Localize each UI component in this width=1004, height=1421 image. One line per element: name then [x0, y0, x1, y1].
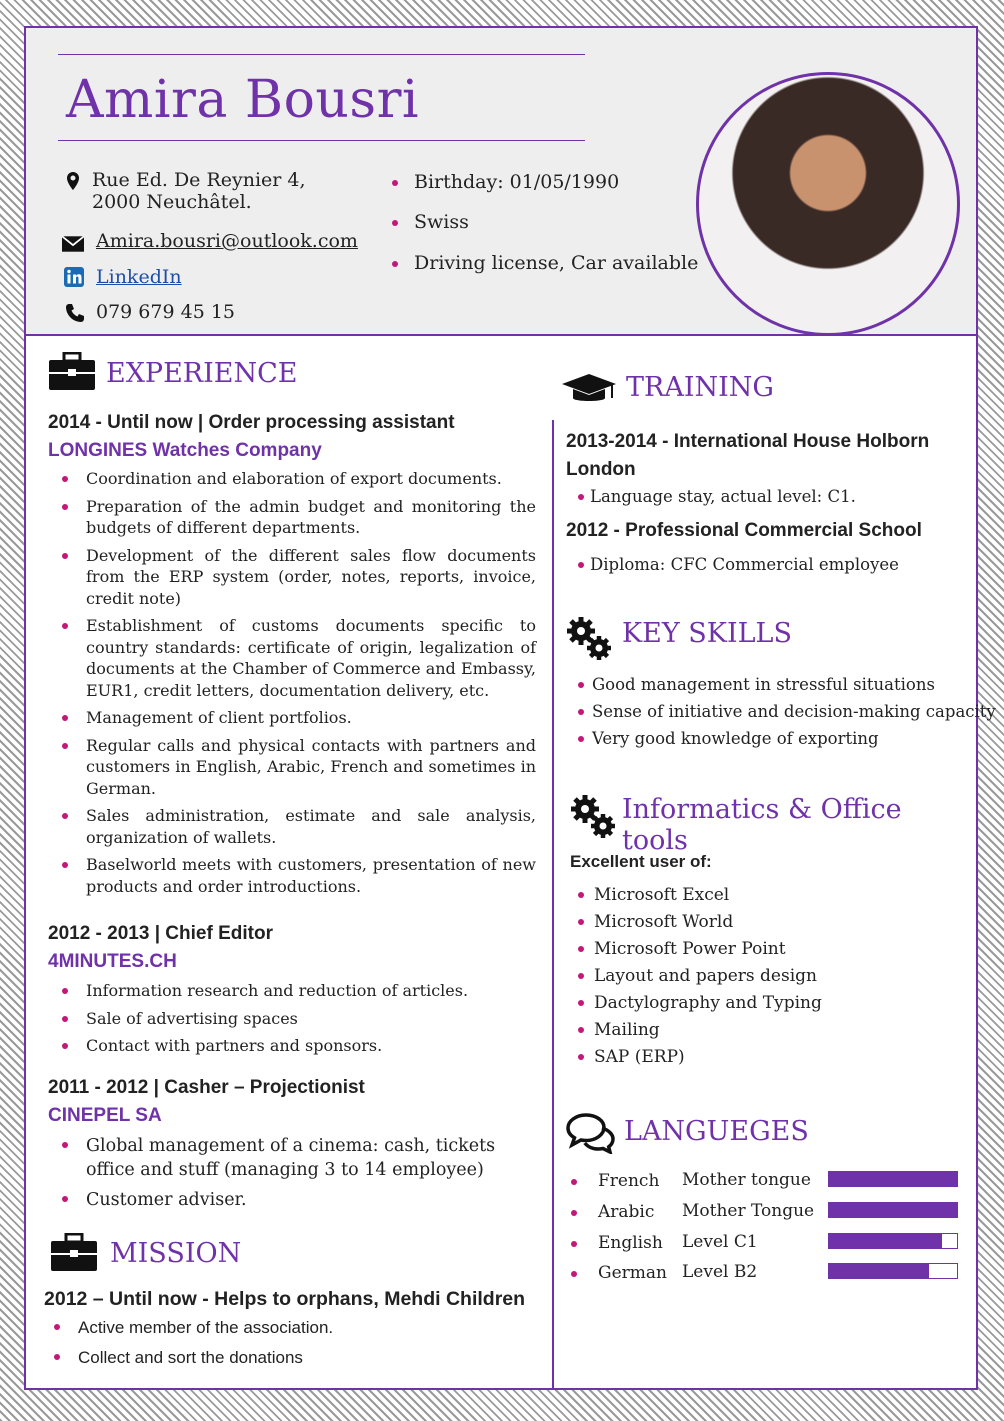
informatics-intro: Excellent user of: [570, 852, 712, 871]
phone-number: 079 679 45 15 [96, 301, 236, 323]
list-item: Dactylography and Typing [566, 992, 966, 1014]
informatics-bullets [566, 884, 966, 1068]
training-bullets [566, 554, 966, 576]
email-link[interactable]: Amira.bousri@outlook.com [96, 230, 358, 252]
languages-title: LANGUEGES [624, 1116, 809, 1147]
briefcase-icon [50, 1233, 98, 1273]
address-line-1: Rue Ed. De Reynier 4, [92, 169, 306, 191]
linkedin-icon [64, 267, 84, 287]
list-item: Language stay, actual level: C1. [566, 486, 966, 508]
job-bullets [50, 1134, 536, 1212]
proficiency-fill [829, 1172, 957, 1186]
list-item: Active member of the association. [42, 1316, 522, 1340]
address-line-2: 2000 Neuchâtel. [92, 191, 252, 213]
location-pin-icon [62, 171, 84, 191]
proficiency-bar [828, 1233, 958, 1249]
language-level: Level C1 [682, 1232, 758, 1252]
list-item: Very good knowledge of exporting [566, 728, 976, 750]
bullet-dot [571, 1241, 577, 1247]
briefcase-icon [48, 352, 96, 392]
bullet-dot [571, 1179, 577, 1185]
language-level: Mother Tongue [682, 1201, 815, 1221]
speech-bubbles-icon [566, 1112, 616, 1154]
language-name: Arabic [598, 1202, 655, 1222]
graduation-cap-icon [560, 372, 618, 408]
proficiency-bar [828, 1171, 958, 1187]
list-item: Coordination and elaboration of export documents. [50, 468, 536, 490]
fact-birthday: Birthday: 01/05/1990 [414, 171, 620, 193]
linkedin-row [96, 266, 182, 288]
language-level: Level B2 [682, 1262, 758, 1282]
gears-icon [566, 616, 614, 662]
top-rule [58, 54, 585, 55]
linkedin-link[interactable]: LinkedIn [96, 266, 182, 288]
candidate-name: Amira Bousri [66, 70, 420, 130]
mission-title: MISSION [110, 1238, 242, 1269]
job-heading: 2014 - Until now | Order processing assistant [48, 412, 455, 433]
list-item: Mailing [566, 1019, 966, 1041]
training-heading: 2013-2014 - International House Holborn London [566, 431, 930, 480]
proficiency-fill [829, 1264, 929, 1278]
list-item: Good management in stressful situations [566, 674, 976, 696]
job-company: CINEPEL SA [48, 1105, 162, 1126]
mission-heading: 2012 – Until now - Helps to orphans, Mehdi Children [44, 1288, 526, 1310]
proficiency-bar [828, 1202, 958, 1218]
bullet-dot [571, 1271, 577, 1277]
language-name: English [598, 1233, 663, 1253]
gears-icon [570, 794, 618, 840]
list-item: Diploma: CFC Commercial employee [566, 554, 966, 576]
list-item: Baselworld meets with customers, presentation of new products and order introductions. [50, 854, 536, 897]
email-row [96, 230, 358, 252]
fact-nationality: Swiss [414, 211, 469, 233]
phone-row [96, 301, 235, 323]
list-item: Development of the different sales flow documents from the ERP system (order, notes, reports, invoice, credit note) [50, 545, 536, 610]
list-item: Microsoft Excel [566, 884, 966, 906]
list-item: Sale of advertising spaces [50, 1008, 536, 1030]
list-item: Regular calls and physical contacts with partners and customers in English, Arabic, French and sometimes in German. [50, 735, 536, 800]
job-bullets [50, 980, 536, 1057]
job-company: 4MINUTES.CH [48, 951, 177, 972]
profile-photo [696, 72, 960, 336]
experience-title: EXPERIENCE [106, 358, 298, 389]
language-name: French [598, 1171, 660, 1191]
proficiency-fill [829, 1203, 957, 1217]
list-item: Global management of a cinema: cash, tickets office and stuff (managing 3 to 14 employee) [50, 1134, 536, 1182]
column-divider [552, 420, 554, 1390]
list-item: SAP (ERP) [566, 1046, 966, 1068]
proficiency-bar [828, 1263, 958, 1279]
training-heading: 2012 - Professional Commercial School [566, 520, 922, 541]
job-company: LONGINES Watches Company [48, 440, 322, 461]
skills-bullets [566, 674, 996, 750]
language-name: German [598, 1263, 667, 1283]
list-item: Sales administration, estimate and sale analysis, organization of wallets. [50, 805, 536, 848]
list-item: Customer adviser. [50, 1188, 536, 1212]
fact-driving: Driving license, Car available [414, 252, 699, 274]
list-item: Management of client portfolios. [50, 707, 536, 729]
skills-title: KEY SKILLS [622, 618, 792, 649]
list-item: Sense of initiative and decision-making capacity [566, 701, 976, 723]
informatics-title: Informatics & Office tools [622, 794, 902, 856]
list-item: Layout and papers design [566, 965, 966, 987]
address [92, 169, 306, 213]
training-bullets [566, 486, 966, 508]
envelope-icon [62, 234, 84, 254]
training-title: TRAINING [626, 372, 774, 403]
bottom-rule [58, 140, 585, 141]
resume-page [24, 26, 996, 1390]
proficiency-fill [829, 1234, 942, 1248]
list-item: Microsoft Power Point [566, 938, 966, 960]
bullet-dot [571, 1210, 577, 1216]
phone-icon [64, 303, 86, 323]
mission-bullets [42, 1316, 522, 1370]
list-item: Collect and sort the donations [42, 1346, 522, 1370]
language-level: Mother tongue [682, 1170, 811, 1190]
job-heading: 2012 - 2013 | Chief Editor [48, 923, 273, 944]
list-item: Microsoft World [566, 911, 966, 933]
job-heading: 2011 - 2012 | Casher – Projectionist [48, 1077, 365, 1098]
list-item: Contact with partners and sponsors. [50, 1035, 536, 1057]
list-item: Information research and reduction of articles. [50, 980, 536, 1002]
job-bullets [50, 468, 536, 897]
list-item: Preparation of the admin budget and monitoring the budgets of different departments. [50, 496, 536, 539]
list-item: Establishment of customs documents specific to country standards: certificate of origin, legalization of documents at the Chamber of Commerce and Embassy, EUR1, credit letters, documentation delivery, etc. [50, 615, 536, 701]
